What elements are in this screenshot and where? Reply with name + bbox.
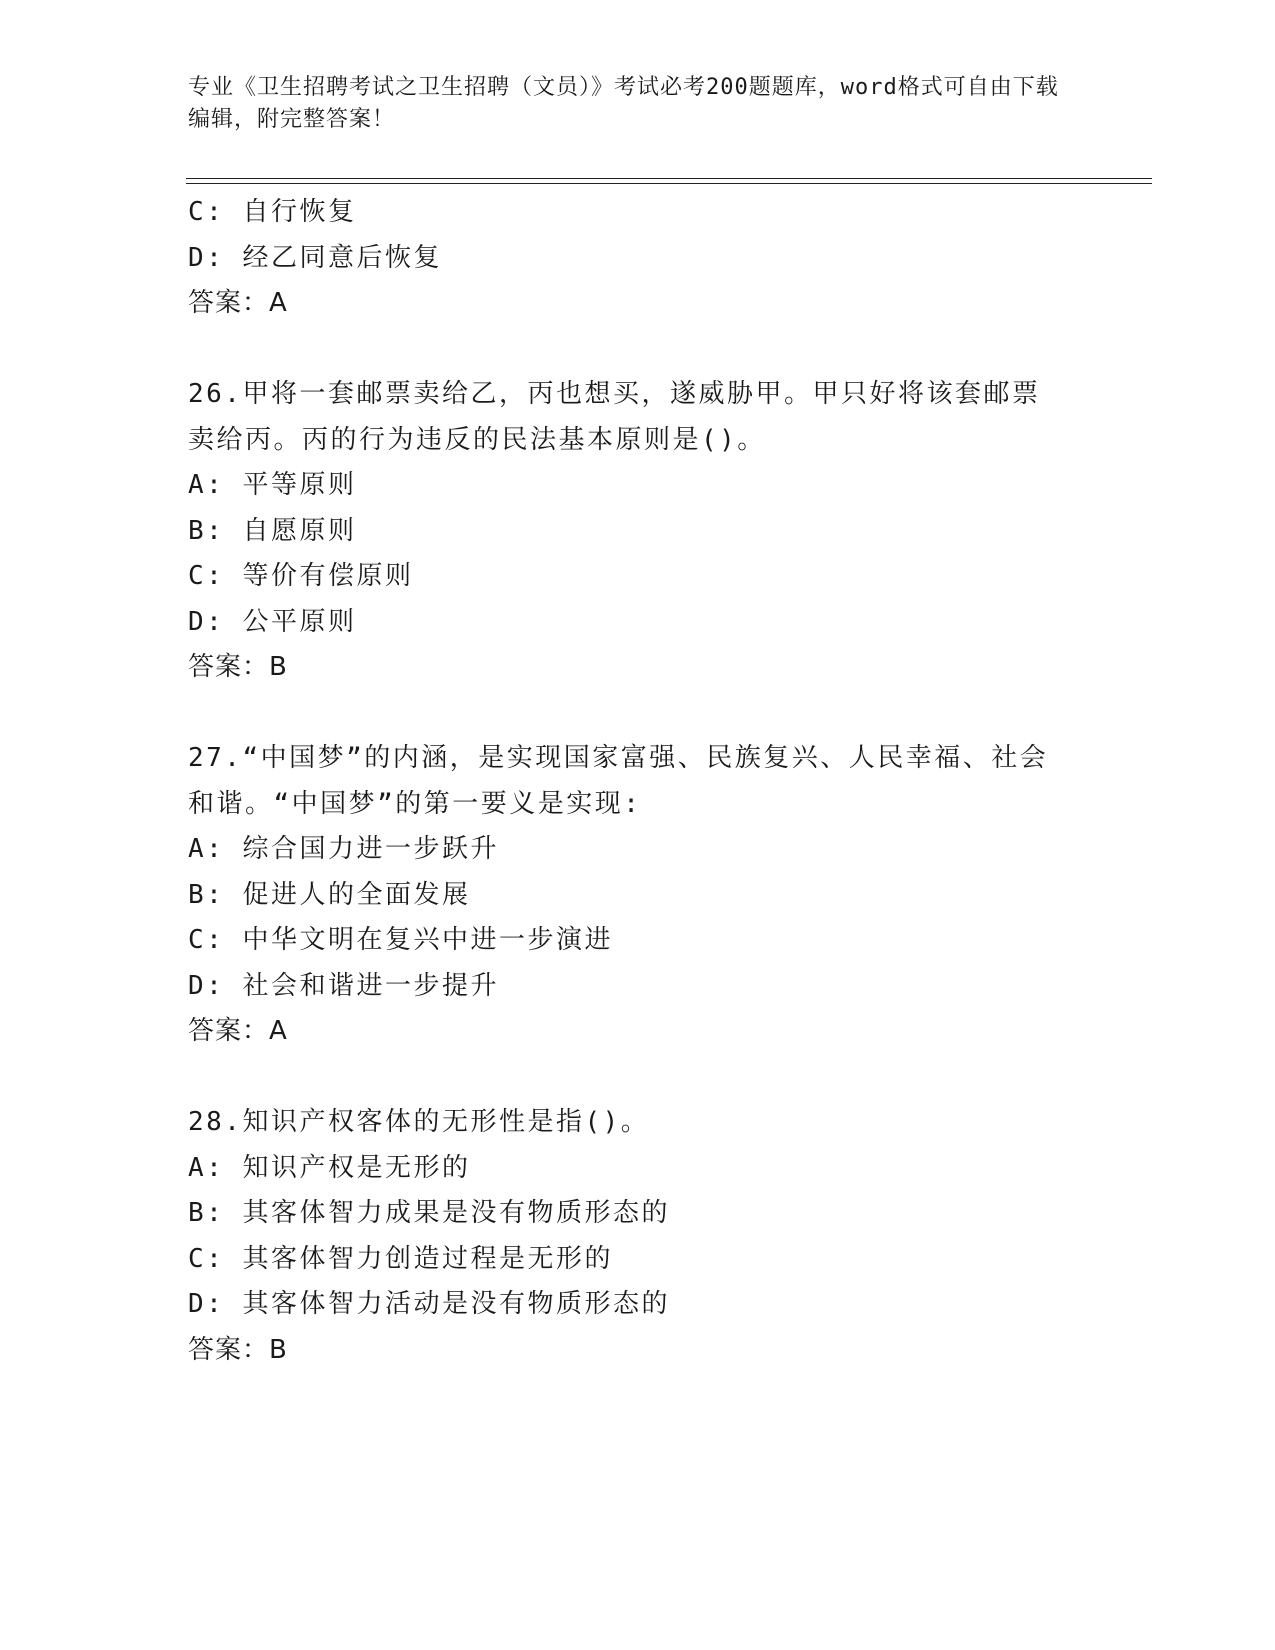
option-a: A: 综合国力进一步跃升	[188, 834, 499, 864]
header-rule-top	[186, 178, 1152, 179]
answer-line: 答案：A	[188, 1016, 288, 1046]
question-text: 28.知识产权客体的无形性是指()。	[188, 1107, 650, 1137]
question-28	[188, 1100, 1088, 1373]
option-b: B: 自愿原则	[188, 515, 357, 546]
question-text: 27.“中国梦”的内涵，是实现国家富强、民族复兴、人民幸福、社会和谐。“中国梦”的第一要义是实现:	[188, 743, 1049, 819]
question-26	[188, 372, 1088, 691]
continued-question	[188, 190, 1088, 327]
option-c: C: 自行恢复	[188, 197, 357, 227]
document-header: 专业《卫生招聘考试之卫生招聘（文员）》考试必考200题题库，word格式可自由下载编辑，附完整答案！	[188, 75, 1059, 132]
answer-line: 答案：A	[188, 288, 288, 318]
option-b: B: 促进人的全面发展	[188, 879, 471, 910]
question-27	[188, 736, 1088, 1055]
option-d: D: 其客体智力活动是没有物质形态的	[188, 1289, 670, 1319]
answer-line: 答案：B	[188, 652, 288, 682]
answer-line: 答案：B	[188, 1334, 288, 1365]
option-d: D: 经乙同意后恢复	[188, 242, 442, 273]
option-d: D: 社会和谐进一步提升	[188, 970, 499, 1001]
option-d: D: 公平原则	[188, 606, 357, 637]
option-b: B: 其客体智力成果是没有物质形态的	[188, 1198, 670, 1228]
option-c: C: 等价有偿原则	[188, 561, 414, 591]
option-c: C: 其客体智力创造过程是无形的	[188, 1243, 613, 1274]
question-list	[188, 190, 1088, 1373]
option-c: C: 中华文明在复兴中进一步演进	[188, 925, 613, 955]
option-a: A: 知识产权是无形的	[188, 1152, 471, 1183]
header-rule-bottom	[186, 183, 1152, 184]
spacer	[188, 691, 1088, 737]
option-a: A: 平等原则	[188, 470, 357, 500]
spacer	[188, 1055, 1088, 1101]
question-text: 26.甲将一套邮票卖给乙，丙也想买，遂威胁甲。甲只好将该套邮票卖给丙。丙的行为违反的民法基本原则是()。	[188, 379, 1041, 455]
spacer	[188, 327, 1088, 373]
